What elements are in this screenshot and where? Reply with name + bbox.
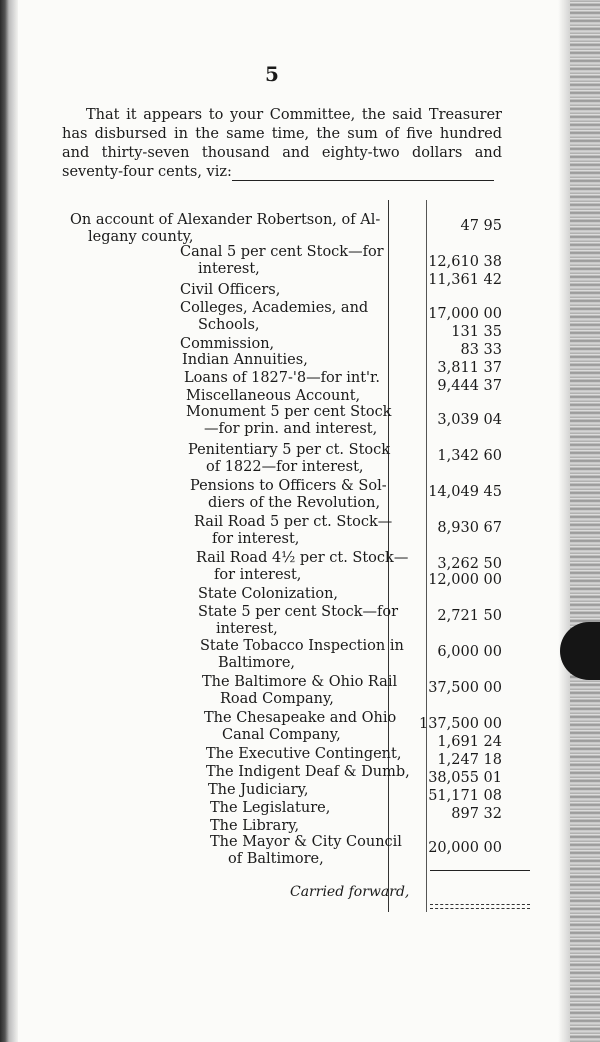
- disbursement-amount: 1,247 18: [437, 752, 502, 768]
- disbursement-amount: 8,930 67: [437, 520, 502, 536]
- disbursement-label-line1: Indian Annuities,: [182, 352, 308, 368]
- carried-forward-label: Carried forward,: [290, 884, 410, 900]
- disbursement-amount: 12,610 38: [428, 254, 502, 270]
- disbursement-amount: 1,691 24: [437, 734, 502, 750]
- disbursement-amount: 51,171 08: [428, 788, 502, 804]
- disbursement-label: [180, 282, 280, 299]
- disbursement-label: [210, 818, 299, 835]
- sum-rule: [430, 870, 530, 871]
- disbursement-label-line1: The Indigent Deaf & Dumb,: [206, 764, 410, 780]
- disbursement-amount: 37,500 00: [428, 680, 502, 696]
- disbursement-label-line1: Rail Road 4½ per ct. Stock—: [196, 550, 409, 566]
- disbursement-amount: 20,000 00: [428, 840, 502, 856]
- disbursement-label: [180, 244, 384, 278]
- disbursement-label: [206, 746, 401, 763]
- disbursement-label: [196, 550, 408, 584]
- disbursement-label: [204, 710, 396, 744]
- disbursement-label-line1: Pensions to Officers & Sol-: [190, 478, 387, 494]
- disbursement-label: [194, 514, 392, 548]
- disbursement-label-line1: The Executive Contingent,: [206, 746, 402, 762]
- disbursement-label-line1: The Baltimore & Ohio Rail: [202, 674, 398, 690]
- disbursement-label-line2: —for prin. and interest,: [204, 421, 378, 437]
- disbursement-amount: 1,342 60: [437, 448, 502, 464]
- disbursement-label-line1: State Tobacco Inspection in: [200, 638, 404, 654]
- disbursement-label-line1: Canal 5 per cent Stock—for: [180, 244, 384, 260]
- disbursement-label-line1: Miscellaneous Account,: [186, 388, 361, 404]
- disbursement-label-line1: Loans of 1827-'8—for int'r.: [184, 370, 380, 386]
- disbursement-label: [198, 604, 398, 638]
- disbursement-label-line2: Schools,: [198, 317, 260, 333]
- disbursement-amount: 897 32: [451, 806, 502, 822]
- disbursement-label-line1: Monument 5 per cent Stock: [186, 404, 392, 420]
- disbursement-label-line2: Canal Company,: [222, 727, 341, 743]
- disbursement-label: [208, 782, 308, 799]
- disbursement-label-line1: Penitentiary 5 per ct. Stock: [188, 442, 391, 458]
- disbursement-label-line2: for interest,: [212, 531, 300, 547]
- disbursement-label-line2: Baltimore,: [218, 655, 296, 671]
- disbursement-label: [200, 638, 404, 672]
- disbursement-label-line1: State 5 per cent Stock—for: [198, 604, 399, 620]
- disbursement-label-line1: The Legislature,: [210, 800, 331, 816]
- disbursement-amount: 17,000 00: [428, 306, 502, 322]
- disbursement-label: [70, 212, 380, 246]
- disbursement-label-line1: The Judiciary,: [208, 782, 309, 798]
- disbursement-amount: 9,444 37: [437, 378, 502, 394]
- disbursement-label-line1: The Chesapeake and Ohio: [204, 710, 397, 726]
- disbursement-label: [188, 442, 390, 476]
- disbursement-label: [186, 404, 391, 438]
- disbursement-amount: 131 35: [451, 324, 502, 340]
- disbursement-label-line2: for interest,: [214, 567, 302, 583]
- disbursement-label: [180, 336, 274, 353]
- disbursement-label: [206, 764, 410, 781]
- disbursement-label-line1: The Library,: [210, 818, 300, 834]
- disbursement-label-line1: Rail Road 5 per ct. Stock—: [194, 514, 393, 530]
- disbursement-amount: 11,361 42: [428, 272, 502, 288]
- disbursement-label: [202, 674, 397, 708]
- disbursement-amount: 137,500 00: [418, 716, 502, 732]
- page-number: 5: [265, 62, 279, 86]
- intro-paragraph: That it appears to your Committee, the said Treasurer has disbursed in the same time, the sum of five hundred and thirty-seven thousand and eighty-two dollars and seventy-four cents, viz:: [62, 107, 502, 180]
- disbursement-amount: 47 95: [460, 218, 502, 234]
- disbursement-label: [180, 300, 368, 334]
- disbursement-label-line1: State Colonization,: [198, 586, 339, 602]
- disbursement-label: [210, 800, 330, 817]
- disbursement-amount: 38,055 01: [428, 770, 502, 786]
- disbursement-amount: 83 33: [460, 342, 502, 358]
- double-rule: [430, 904, 530, 909]
- disbursement-label-line2: diers of the Revolution,: [208, 495, 381, 511]
- disbursement-amount: 3,262 50: [437, 556, 502, 572]
- disbursement-label-line2: interest,: [216, 621, 278, 637]
- disbursement-label-line2: interest,: [198, 261, 260, 277]
- disbursement-label: [210, 834, 402, 868]
- disbursement-amount: 14,049 45: [428, 484, 502, 500]
- disbursement-label: [182, 352, 308, 369]
- disbursement-label: [186, 388, 360, 405]
- disbursement-label-line1: Commission,: [180, 336, 275, 352]
- disbursement-label: [198, 586, 338, 603]
- disbursement-amount: 6,000 00: [437, 644, 502, 660]
- disbursement-label-line1: The Mayor & City Council: [210, 834, 402, 850]
- disbursement-label: [190, 478, 387, 512]
- disbursement-amount: 12,000 00: [428, 572, 502, 588]
- disbursement-amount: 3,039 04: [437, 412, 502, 428]
- disbursement-label: [184, 370, 380, 387]
- disbursement-label-line1: Colleges, Academies, and: [180, 300, 369, 316]
- disbursement-label-line1: Civil Officers,: [180, 282, 281, 298]
- disbursement-label-line1: On account of Alexander Robertson, of Al-: [70, 212, 381, 228]
- disbursement-label-line2: of Baltimore,: [228, 851, 324, 867]
- disbursement-label-line2: Road Company,: [220, 691, 334, 707]
- disbursement-label-line2: of 1822—for interest,: [206, 459, 364, 475]
- disbursement-amount: 3,811 37: [437, 360, 502, 376]
- disbursement-amount: 2,721 50: [437, 608, 502, 624]
- disbursement-label-line2: legany county,: [88, 229, 194, 245]
